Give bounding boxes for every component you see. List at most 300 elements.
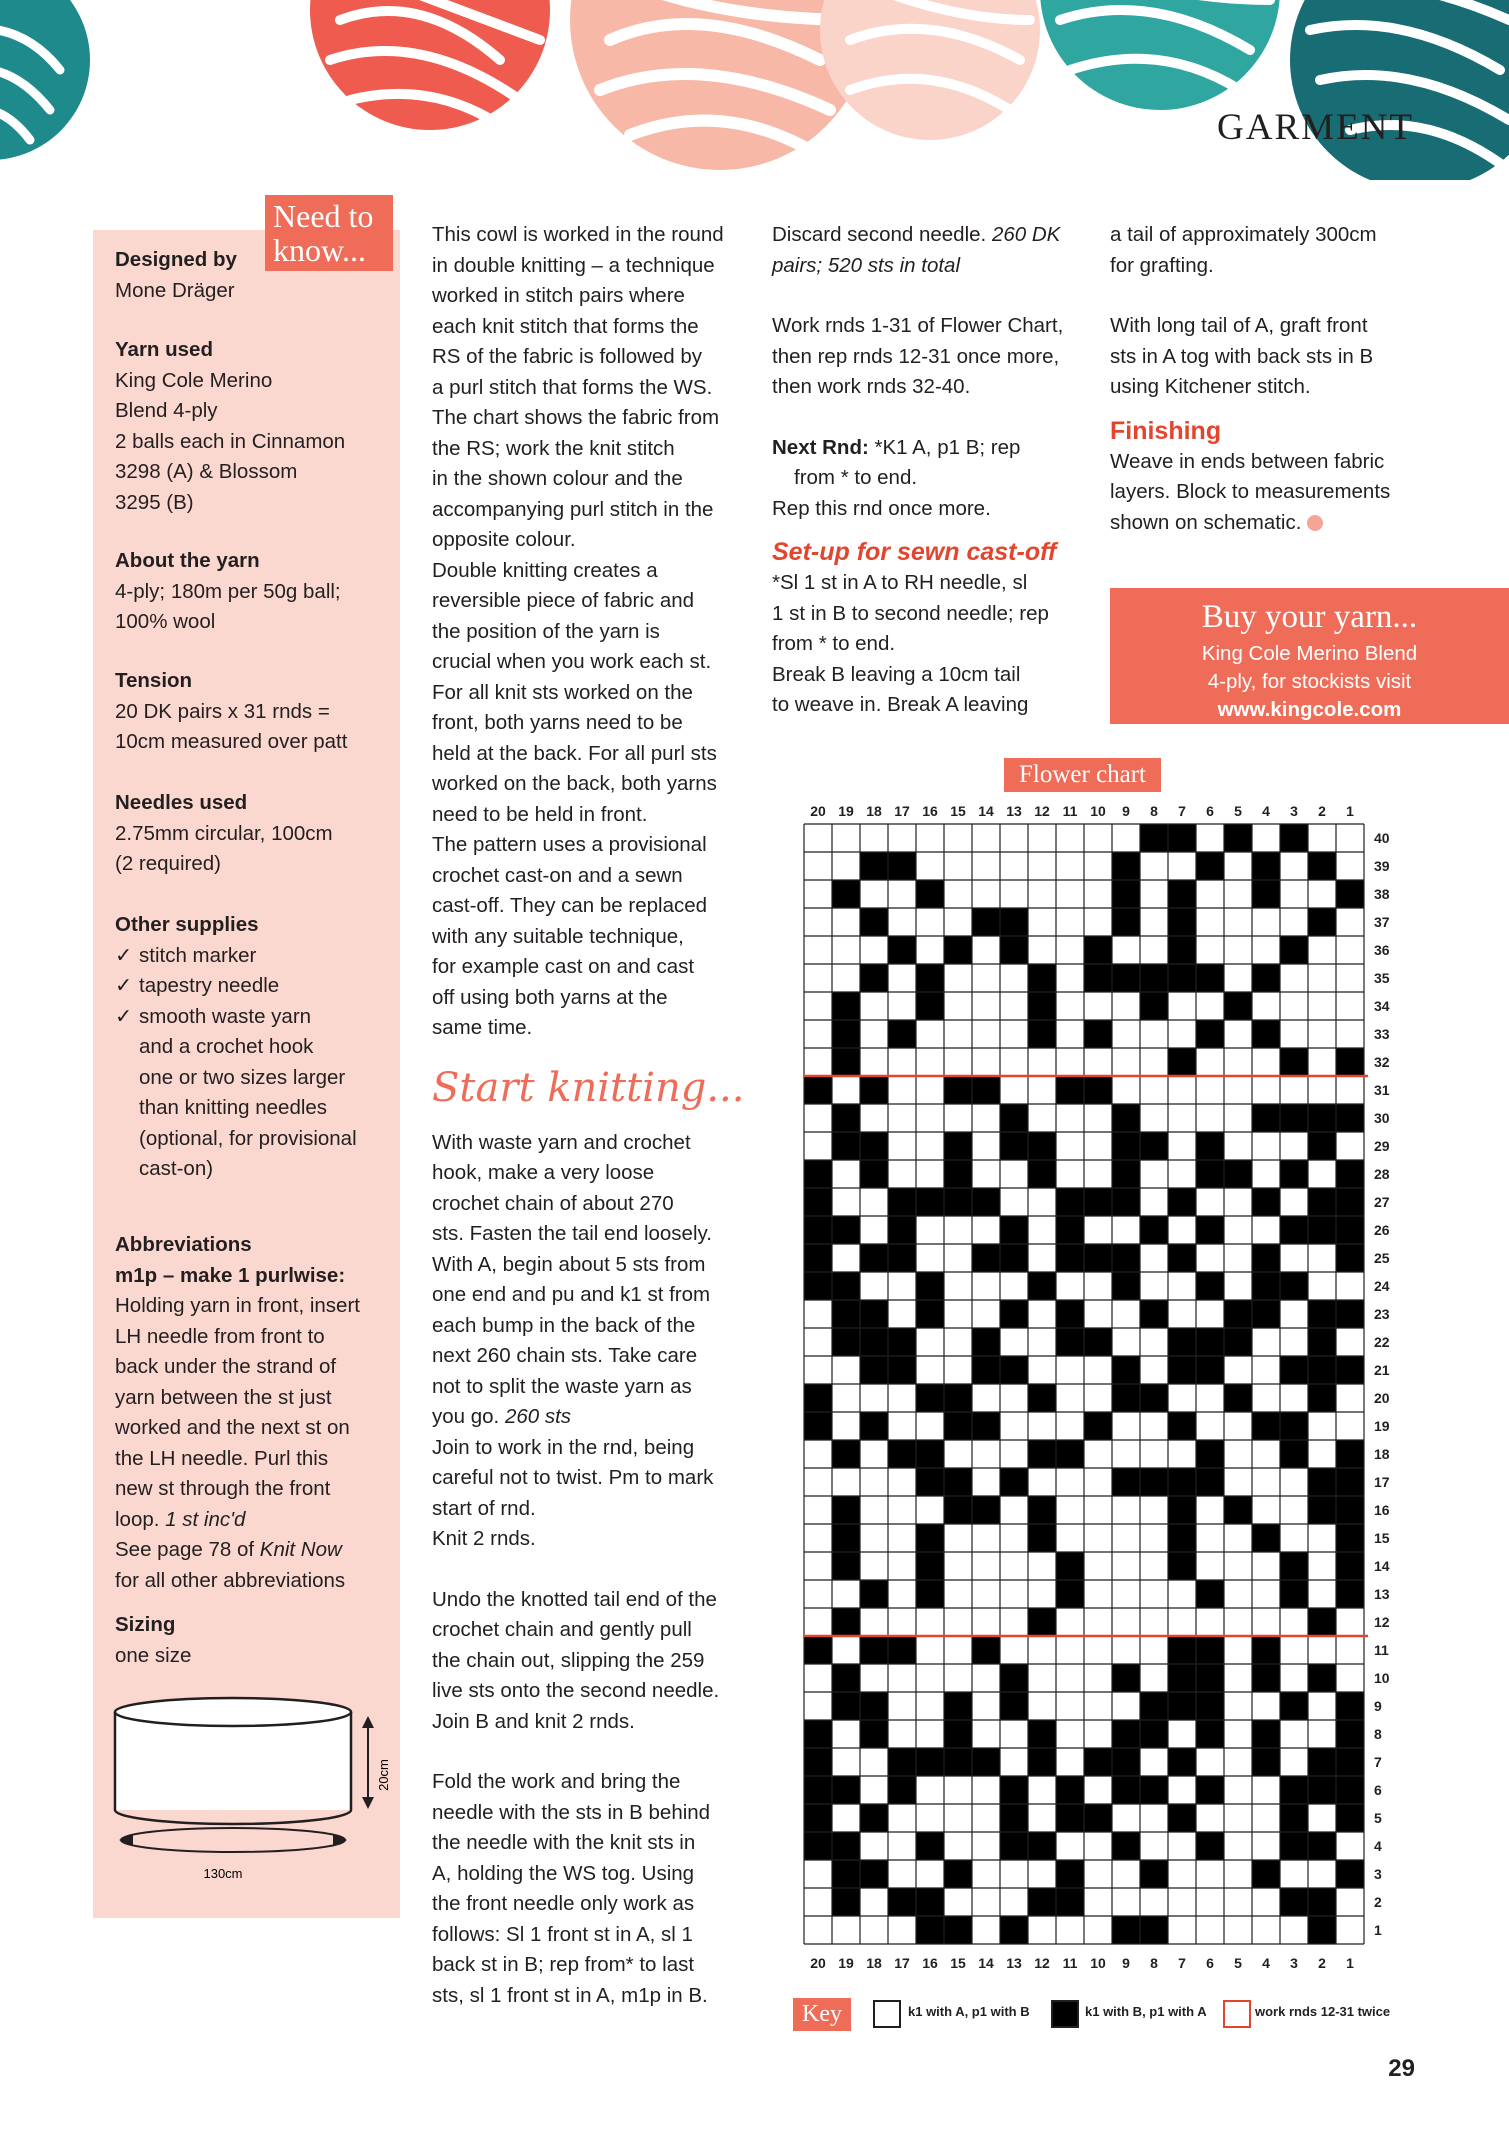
chart-cell-contrast [1140,1776,1168,1804]
fold-line: Fold the work and bring the [432,1770,681,1793]
row-label: 1 [1374,1922,1382,1938]
chart-cell-contrast [1168,824,1196,852]
column-label-bottom: 19 [838,1955,854,1971]
column-label-bottom: 1 [1346,1955,1354,1971]
chart-cell-contrast [972,1188,1000,1216]
row-label: 10 [1374,1670,1390,1686]
intro-line: in double knitting – a technique [432,253,715,277]
chart-cell-contrast [804,1776,832,1804]
chart-cell-contrast [1308,1328,1336,1356]
chart-cell-contrast [944,1160,972,1188]
column-label-bottom: 7 [1178,1955,1186,1971]
column-label-bottom: 8 [1150,1955,1158,1971]
chart-cell-contrast [1252,1664,1280,1692]
chart-cell-contrast [1056,1888,1084,1916]
chart-cell-contrast [1168,1356,1196,1384]
chart-cell-contrast [1224,1160,1252,1188]
column-label-top: 19 [838,803,854,819]
needles-line: 2.75mm circular, 100cm [115,821,333,845]
key-black-label: k1 with B, p1 with A [1085,2004,1207,2019]
instructions-column-2 [772,220,1092,721]
chart-cell-contrast [972,1328,1000,1356]
chart-cell-contrast [916,880,944,908]
chart-cell-contrast [1000,1916,1028,1944]
chart-cell-contrast [860,1300,888,1328]
total-sts: pairs; 520 sts in total [772,253,961,277]
chart-cell-contrast [860,1636,888,1664]
column-label-top: 3 [1290,803,1298,819]
intro-line: held at the back. For all purl sts [432,741,717,765]
yarn-ball-icon [1307,515,1323,531]
sizing-block [115,1610,395,1671]
chart-cell-contrast [1168,1552,1196,1580]
chart-cell-contrast [1056,1804,1084,1832]
chart-cell-contrast [944,1860,972,1888]
chart-cell-contrast [1196,852,1224,880]
chart-cell-contrast [1168,1692,1196,1720]
chart-cell-contrast [1252,852,1280,880]
start-line: Join to work in the rnd, being [432,1435,695,1459]
chart-cell-contrast [1168,1804,1196,1832]
chart-cell-contrast [1000,1104,1028,1132]
work-line: then rep rnds 12-31 once more, [772,344,1060,368]
column-label-bottom: 2 [1318,1955,1326,1971]
chart-cell-contrast [1252,1300,1280,1328]
stockist-link[interactable]: www.kingcole.com [1217,698,1402,721]
intro-line: cast-off. They can be replaced [432,894,708,917]
chart-cell-contrast [1168,1636,1196,1664]
pairs-count: 260 DK [991,223,1061,246]
other-supplies-block [115,910,395,1185]
chart-cell-contrast [888,1328,916,1356]
row-label: 14 [1374,1558,1390,1574]
chart-cell-contrast [916,1468,944,1496]
start-line: crochet chain of about 270 [432,1191,674,1215]
chart-cell-contrast [944,1720,972,1748]
chart-cell-contrast [1280,824,1308,852]
chart-cell-contrast [832,1272,860,1300]
chart-cell-contrast [1196,1636,1224,1664]
chart-cell-contrast [1224,1300,1252,1328]
chart-cell-contrast [916,1888,944,1916]
key-repeat-swatch [1223,2000,1251,2028]
chart-cell-contrast [1000,1692,1028,1720]
chart-cell-contrast [1112,1916,1140,1944]
chart-cell-contrast [1308,1356,1336,1384]
chart-cell-contrast [832,1132,860,1160]
loop-text: loop. [115,1507,160,1531]
chart-cell-contrast [1112,1468,1140,1496]
chart-cell-contrast [832,1608,860,1636]
section-label: GARMENT [1217,107,1414,148]
fold-text [432,1767,747,2011]
abbr-line: back under the strand of [115,1355,337,1378]
start-line: next 260 chain sts. Take care [432,1344,698,1367]
chart-cell-contrast [1028,1132,1056,1160]
chart-cell-contrast [1224,1328,1252,1356]
chart-cell-contrast [944,1412,972,1440]
undo-text [432,1585,747,1738]
supply-item [115,971,395,1002]
undo-line: Undo the knotted tail end of the [432,1587,717,1611]
column-label-bottom: 12 [1034,1955,1050,1971]
graft-line: With long tail of A, graft front [1110,314,1368,337]
chart-cell-contrast [860,1132,888,1160]
finishing-text: shown on schematic. [1110,510,1302,534]
row-label: 30 [1374,1110,1390,1126]
chart-cell-contrast [860,1720,888,1748]
column-label-top: 2 [1318,803,1326,819]
row-label: 24 [1374,1278,1390,1294]
row-label: 37 [1374,914,1390,930]
intro-line: off using both yarns at the [432,985,668,1009]
chart-cell-contrast [1168,1468,1196,1496]
chart-cell-contrast [1112,908,1140,936]
chart-cell-contrast [832,1216,860,1244]
intro-line: The chart shows the fabric from [432,406,720,429]
chart-cell-contrast [1308,852,1336,880]
chart-cell-contrast [888,1188,916,1216]
chart-cell-contrast [804,1804,832,1832]
intro-line: need to be held in front. [432,802,648,826]
other-supplies-heading: Other supplies [115,913,259,936]
tension-line: 20 DK pairs x 31 rnds = [115,699,330,723]
chart-cell-contrast [972,1244,1000,1272]
chart-cell-contrast [1168,880,1196,908]
graft-line: using Kitchener stitch. [1110,375,1311,398]
chart-cell-contrast [1252,1524,1280,1552]
yarn-line: 3298 (A) & Blossom [115,460,298,483]
chart-cell-contrast [1308,1300,1336,1328]
chart-cell-contrast [944,1384,972,1412]
chart-cell-contrast [1112,1384,1140,1412]
intro-line: same time. [432,1016,533,1039]
chart-cell-contrast [1196,1776,1224,1804]
chart-cell-contrast [916,1188,944,1216]
chart-cell-contrast [1196,1468,1224,1496]
need-to-know-sidebar [93,230,400,1918]
key-white-swatch [873,2000,901,2028]
chart-cell-contrast [832,1104,860,1132]
chart-cell-contrast [1252,880,1280,908]
cowl-schematic [103,1690,393,1900]
supply-continuation: cast-on) [139,1157,214,1180]
intro-line: RS of the fabric is followed by [432,345,703,368]
chart-cell-contrast [1336,1160,1364,1188]
buy-line: King Cole Merino Blend [1201,642,1418,665]
finishing-line: layers. Block to measurements [1110,480,1391,503]
chart-cell-contrast [1000,1776,1028,1804]
row-label: 17 [1374,1474,1390,1490]
chart-cell-contrast [832,1440,860,1468]
intro-line: front, both yarns need to be [432,711,683,734]
chart-cell-contrast [832,1020,860,1048]
fold-line: A, holding the WS tog. Using [432,1861,695,1885]
chart-cell-contrast [1336,1860,1364,1888]
row-label: 4 [1374,1838,1382,1854]
chart-cell-contrast [1196,1832,1224,1860]
chart-cell-contrast [1308,1188,1336,1216]
chart-cell-contrast [1252,1636,1280,1664]
start-line: careful not to twist. Pm to mark [432,1466,714,1489]
row-label: 34 [1374,998,1390,1014]
start-line: start of rnd. [432,1496,536,1520]
chart-cell-contrast [1280,1440,1308,1468]
chart-cell-contrast [1252,1104,1280,1132]
chart-cell-contrast [1336,880,1364,908]
chart-cell-contrast [1336,1580,1364,1608]
fold-line: needle with the sts in B behind [432,1800,711,1824]
column-label-bottom: 5 [1234,1955,1242,1971]
chart-cell-contrast [1140,1300,1168,1328]
tension-heading: Tension [115,669,193,692]
chart-cell-contrast [1056,1580,1084,1608]
next-rnd-label: Next Rnd: [772,435,869,459]
row-label: 11 [1374,1642,1389,1658]
row-label: 32 [1374,1054,1390,1070]
chart-cell-contrast [1280,1888,1308,1916]
chart-cell-contrast [1028,1524,1056,1552]
chart-cell-contrast [1308,1384,1336,1412]
buy-line: 4-ply, for stockists visit [1207,670,1412,693]
row-label: 9 [1374,1698,1382,1714]
chart-cell-contrast [916,1272,944,1300]
m1p-heading: m1p – make 1 purlwise: [115,1263,346,1287]
intro-line: for example cast on and cast [432,955,695,978]
header-yarn-illustration [0,0,1509,180]
chart-cell-contrast [1336,1300,1364,1328]
chart-cell-contrast [888,936,916,964]
intro-line: accompanying purl stitch in the [432,497,714,521]
chart-cell-contrast [1168,908,1196,936]
supply-label: stitch marker [139,943,257,967]
chart-cell-contrast [1140,824,1168,852]
chart-cell-contrast [1336,1776,1364,1804]
chart-cell-contrast [1112,880,1140,908]
chart-cell-contrast [972,908,1000,936]
column-label-top: 9 [1122,803,1130,819]
chart-cell-contrast [1280,1272,1308,1300]
chart-cell-contrast [1000,1132,1028,1160]
chart-cell-contrast [860,908,888,936]
chart-cell-contrast [1308,1916,1336,1944]
chart-cell-contrast [1168,1188,1196,1216]
start-line: hook, make a very loose [432,1161,655,1184]
fold-line: the needle with the knit sts in [432,1831,696,1854]
column-label-bottom: 14 [978,1955,994,1971]
row-label: 38 [1374,886,1390,902]
chart-cell-contrast [1196,1272,1224,1300]
chart-cell-contrast [1280,1832,1308,1860]
chart-cell-contrast [1224,992,1252,1020]
chart-cell-contrast [1084,936,1112,964]
chart-cell-contrast [832,1888,860,1916]
chart-cell-contrast [832,1496,860,1524]
chart-cell-contrast [1056,1552,1084,1580]
chart-cell-contrast [1112,1104,1140,1132]
chart-cell-contrast [1028,1384,1056,1412]
chart-cell-contrast [1140,992,1168,1020]
chart-cell-contrast [804,1160,832,1188]
chart-cell-contrast [916,992,944,1020]
supply-item [115,941,395,972]
designed-by-heading: Designed by [115,248,237,271]
chart-cell-contrast [1000,1244,1028,1272]
flower-chart [790,795,1390,1985]
column-label-top: 8 [1150,803,1158,819]
chart-cell-contrast [1224,824,1252,852]
start-line: not to split the waste yarn as [432,1374,692,1398]
intro-line: crochet cast-on and a sewn [432,863,683,887]
chart-cell-contrast [1308,1132,1336,1160]
chart-cell-contrast [916,1552,944,1580]
chart-cell-contrast [944,936,972,964]
column-label-top: 20 [810,803,826,819]
undo-line: live sts onto the second needle. [432,1679,720,1702]
chart-cell-contrast [832,1832,860,1860]
column-label-bottom: 11 [1062,1955,1078,1971]
chart-cell-contrast [1140,1860,1168,1888]
chart-cell-contrast [1252,1412,1280,1440]
chart-cell-contrast [1112,1720,1140,1748]
chart-cell-contrast [832,1048,860,1076]
chart-cell-contrast [1336,1720,1364,1748]
chart-cell-contrast [1056,1776,1084,1804]
start-line-text: you go. [432,1405,500,1428]
chart-cell-contrast [860,1412,888,1440]
chart-cell-contrast [1000,908,1028,936]
chart-cell-contrast [804,1076,832,1104]
chart-cell-contrast [1336,1496,1364,1524]
row-label: 29 [1374,1138,1390,1154]
chart-cell-contrast [972,1356,1000,1384]
chart-cell-contrast [860,1804,888,1832]
chart-cell-contrast [1308,1216,1336,1244]
row-label: 39 [1374,858,1390,874]
discard-text: Discard second needle. [772,223,987,246]
needles-block [115,788,395,880]
row-label: 23 [1374,1306,1390,1322]
fold-line: sts, sl 1 front st in A, m1p in B. [432,1983,708,2007]
column-label-top: 16 [922,803,938,819]
chart-cell-contrast [1196,1216,1224,1244]
chart-cell-contrast [1196,1020,1224,1048]
column-label-bottom: 16 [922,1955,938,1971]
chart-cell-contrast [1056,1300,1084,1328]
chart-cell-contrast [1112,1188,1140,1216]
key-repeat-label: work rnds 12-31 twice [1255,2004,1391,2019]
chart-cell-contrast [916,1524,944,1552]
chart-cell-contrast [1252,1860,1280,1888]
abbreviations-heading: Abbreviations [115,1233,252,1256]
chart-cell-contrast [944,1132,972,1160]
chart-cell-contrast [916,1748,944,1776]
page-number: 29 [1388,2055,1415,2082]
setup-line: Break B leaving a 10cm tail [772,662,1021,686]
chart-cell-contrast [1084,1244,1112,1272]
chart-cell-contrast [1028,1440,1056,1468]
chart-cell-contrast [832,1860,860,1888]
intro-line: the RS; work the knit stitch [432,436,675,460]
chart-cell-contrast [1168,1328,1196,1356]
chart-cell-contrast [1000,1468,1028,1496]
chart-cell-contrast [888,1748,916,1776]
undo-line: crochet chain and gently pull [432,1618,692,1641]
chart-cell-contrast [1280,1552,1308,1580]
row-label: 13 [1374,1586,1390,1602]
chart-cell-contrast [972,1412,1000,1440]
start-line: With A, begin about 5 sts from [432,1252,706,1276]
chart-cell-contrast [1056,1860,1084,1888]
chart-cell-contrast [1308,1664,1336,1692]
chart-cell-contrast [1252,1244,1280,1272]
work-line: Work rnds 1-31 of Flower Chart, [772,314,1064,337]
magazine-name: Knit Now [259,1538,342,1561]
chart-cell-contrast [1112,1132,1140,1160]
column-label-bottom: 20 [810,1955,826,1971]
chart-cell-contrast [1140,1692,1168,1720]
intro-line: the position of the yarn is [432,619,660,643]
column-label-bottom: 3 [1290,1955,1298,1971]
chart-cell-contrast [944,1496,972,1524]
start-line: each bump in the back of the [432,1313,696,1337]
chart-cell-contrast [1084,1188,1112,1216]
chart-cell-contrast [1196,964,1224,992]
chart-cell-contrast [916,1384,944,1412]
chart-cell-contrast [1252,1020,1280,1048]
intro-line: a purl stitch that forms the WS. [432,375,713,399]
about-yarn-block [115,546,395,638]
instructions-column-3 [1110,220,1450,538]
about-yarn-line: 100% wool [115,610,216,633]
intro-line: This cowl is worked in the round [432,223,724,246]
column-label-bottom: 17 [894,1955,910,1971]
tick-icon [115,941,132,972]
chart-cell-contrast [1168,1496,1196,1524]
chart-cell-contrast [1028,1748,1056,1776]
chart-cell-contrast [1196,1132,1224,1160]
chart-cell-contrast [832,1328,860,1356]
chart-cell-contrast [860,1244,888,1272]
chart-cell-contrast [944,1692,972,1720]
chart-cell-contrast [1252,1748,1280,1776]
abbr-line: for all other abbreviations [115,1568,346,1592]
chart-cell-contrast [1028,1608,1056,1636]
chart-cell-contrast [860,852,888,880]
chart-cell-contrast [1308,1888,1336,1916]
fold-line: back st in B; rep from* to last [432,1953,695,1976]
need-to-know-tag: Need to know... [265,195,393,271]
designer-name: Mone Dräger [115,278,235,302]
chart-cell-contrast [1336,1524,1364,1552]
intro-line: crucial when you work each st. [432,650,712,673]
supply-label: smooth waste yarn [139,1004,312,1028]
see-text: See page 78 of [115,1538,255,1561]
fold-line: the front needle only work as [432,1892,695,1915]
chart-cell-contrast [1084,1748,1112,1776]
chart-cell-contrast [916,1916,944,1944]
chart-cell-contrast [1308,908,1336,936]
chart-cell-contrast [1140,1720,1168,1748]
needles-heading: Needles used [115,791,248,814]
chart-cell-contrast [1196,1580,1224,1608]
row-label: 20 [1374,1390,1390,1406]
start-line: With waste yarn and crochet [432,1130,691,1154]
setup-line: to weave in. Break A leaving [772,693,1029,716]
chart-cell-contrast [804,1272,832,1300]
chart-cell-contrast [1336,1748,1364,1776]
chart-cell-contrast [916,1580,944,1608]
